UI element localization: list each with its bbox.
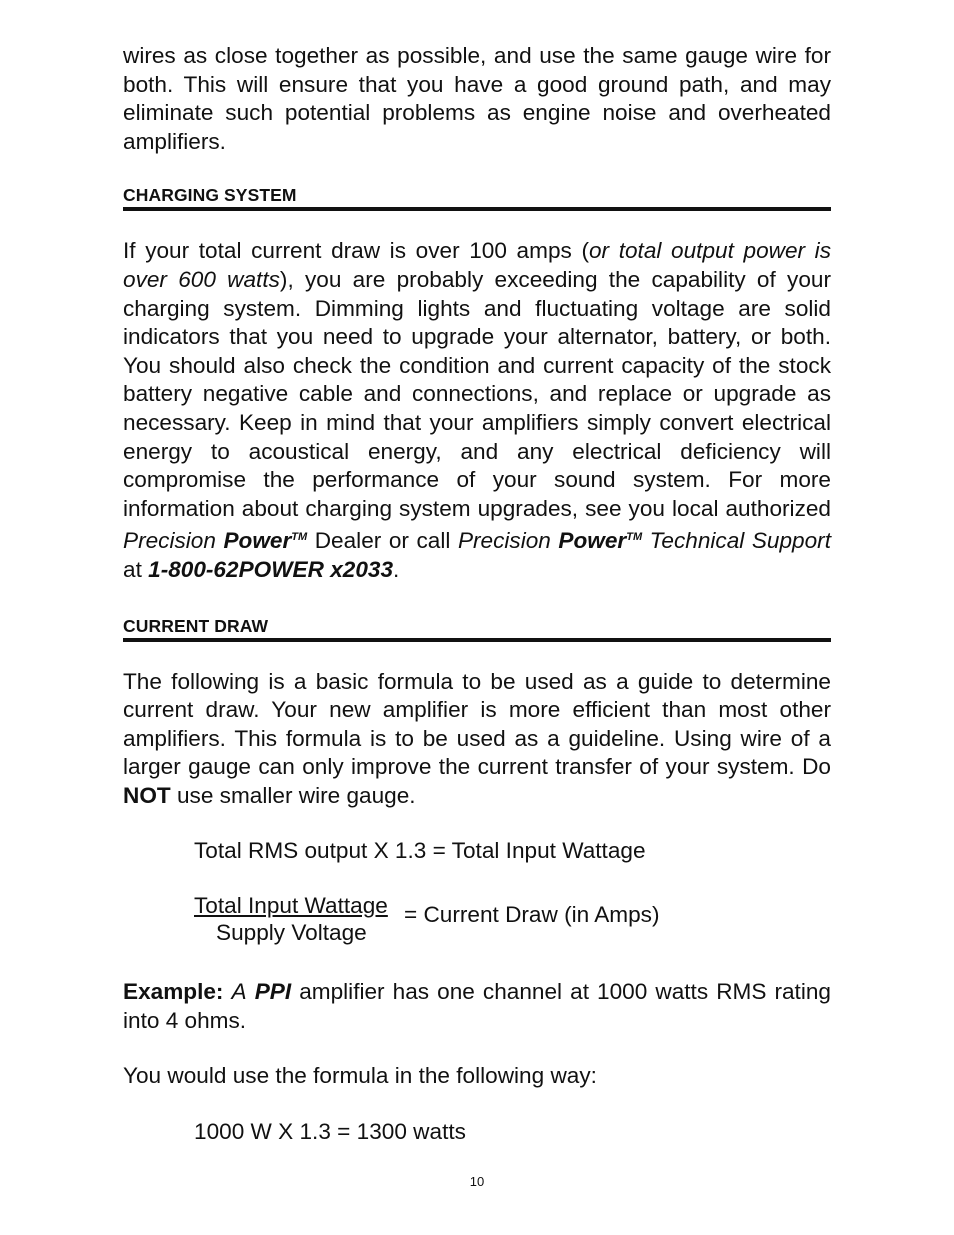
trademark-mark-2: TM bbox=[626, 531, 643, 544]
intro-paragraph: wires as close together as possible, and use the same gauge wire for both. This will ensure that you have a good ground path, and may eliminate such potential problems as engine noise and overheated amplifiers. bbox=[123, 43, 831, 154]
charging-text-b: ), you are probably exceeding the capability of your charging system. Dimming lights and fluctuating voltage are solid indicators that you need to upgrade your alternator, battery, or both. You should also check the condition and current capacity of the stock battery negative cable and connections, and replace or upgrade as necessary. Keep in mind that your amplifiers simply convert electrical energy to acoustical energy, and any electrical deficiency will compromise the performance of your sound system. For more information about charging system upgrades, see you local authorized bbox=[123, 266, 831, 521]
charging-system-heading: CHARGING SYSTEM bbox=[123, 185, 831, 211]
current-text-a: The following is a basic formula to be used as a guide to determine current draw. Your new amplifier is more efficient than most other amplifiers. This formula is to be used as a guideline. Using wire of a larger gauge can only improve the current transfer of your system. Do bbox=[123, 668, 831, 780]
usage-paragraph: You would use the formula in the following way: bbox=[123, 1063, 597, 1089]
support-phone-number: 1-800-62POWER x2033 bbox=[148, 556, 394, 582]
charging-system-paragraph bbox=[123, 237, 831, 584]
example-ppi: PPI bbox=[254, 979, 292, 1005]
charging-text-c: Dealer or call bbox=[307, 528, 458, 554]
current-draw-heading: CURRENT DRAW bbox=[123, 616, 831, 642]
brand-power-2: Power bbox=[558, 528, 627, 554]
brand-precision-2: Precision bbox=[457, 528, 551, 554]
fraction-result: = Current Draw (in Amps) bbox=[404, 902, 660, 928]
charging-italic-clause: or total output power is over 600 watts bbox=[123, 238, 831, 292]
formula-example-calculation: 1000 W X 1.3 = 1300 watts bbox=[194, 1118, 466, 1144]
example-text: amplifier has one channel at 1000 watts RMS rating into 4 ohms. bbox=[123, 979, 831, 1033]
fraction-denominator: Supply Voltage bbox=[216, 920, 367, 946]
page-number: 10 bbox=[469, 1174, 485, 1189]
brand-power: Power bbox=[223, 528, 292, 554]
formula-input-wattage: Total RMS output X 1.3 = Total Input Wattage bbox=[194, 838, 646, 864]
page-content bbox=[123, 42, 831, 1146]
example-paragraph bbox=[123, 978, 831, 1035]
formula-current-draw bbox=[123, 893, 831, 953]
charging-end: . bbox=[393, 556, 400, 582]
current-draw-paragraph bbox=[123, 668, 831, 811]
example-article: A bbox=[231, 979, 247, 1005]
not-emphasis: NOT bbox=[123, 782, 171, 808]
charging-at: at bbox=[123, 556, 149, 582]
brand-precision: Precision bbox=[123, 528, 216, 554]
technical-support-label: Technical Support bbox=[649, 528, 831, 554]
example-label: Example: bbox=[123, 979, 224, 1005]
current-text-b: use smaller wire gauge. bbox=[170, 782, 416, 808]
fraction-numerator: Total Input Wattage bbox=[194, 893, 388, 919]
trademark-mark: TM bbox=[291, 531, 308, 544]
charging-text-a: If your total current draw is over 100 amps ( bbox=[123, 238, 589, 264]
